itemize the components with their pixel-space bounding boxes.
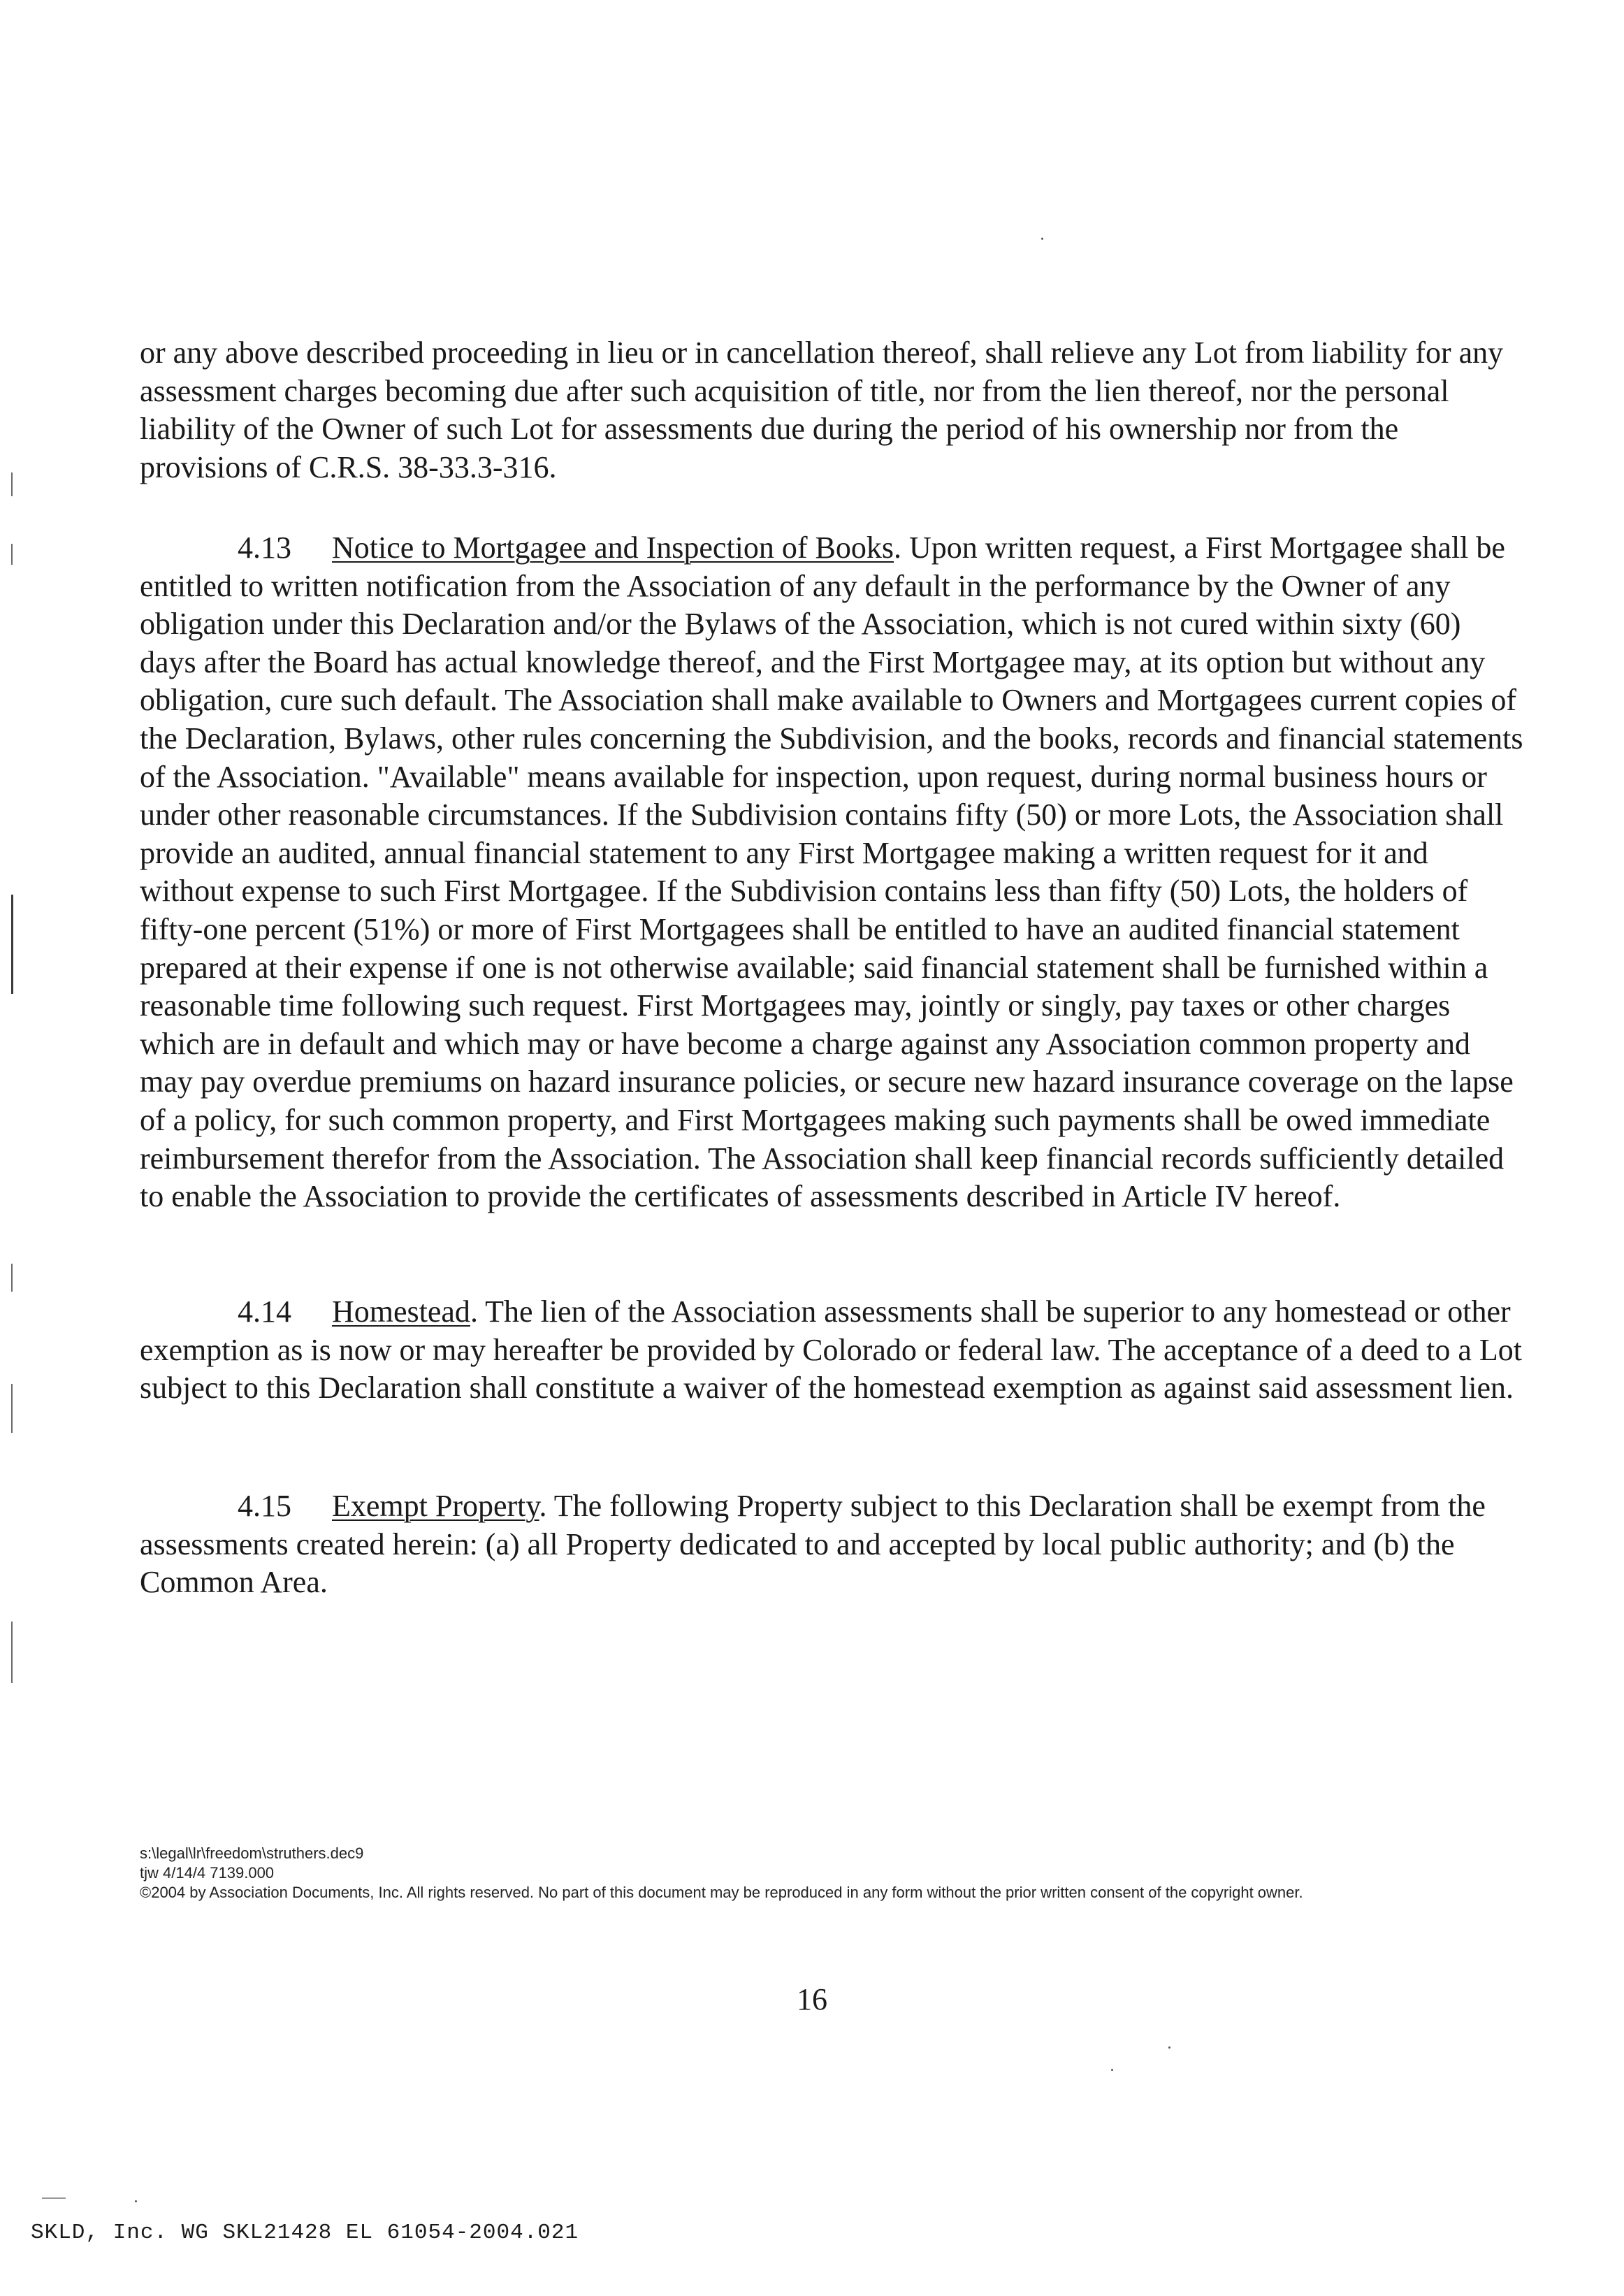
section-title-period: . [894, 530, 910, 565]
scan-speck [1168, 2046, 1170, 2049]
margin-change-bar [42, 2197, 66, 2199]
margin-change-bar [11, 1264, 13, 1292]
section-number: 4.13 [238, 530, 291, 565]
footer-reference: tjw 4/14/4 7139.000 [140, 1864, 275, 1882]
lead-paragraph: or any above described proceeding in lieu or in cancellation thereof, shall relieve any Lot from liability for any assessment charges becoming due after such acquisition of title, nor from the lien thereof, nor the personal liability of the Owner of such Lot for assessments due during the period of his ownership nor from the provisions of C.R.S. 38-33.3-316. [140, 335, 1504, 484]
scan-speck [1111, 2069, 1113, 2071]
section-4-14 [140, 1293, 1523, 1408]
section-number: 4.15 [238, 1489, 291, 1523]
scan-speck [135, 2200, 137, 2202]
section-number: 4.14 [238, 1294, 291, 1329]
margin-change-bar [11, 544, 13, 565]
section-4-13 [140, 529, 1523, 1216]
section-title: Exempt Property [332, 1489, 539, 1523]
section-4-15 [140, 1487, 1523, 1602]
page-number: 16 [797, 1982, 827, 2016]
section-body: Upon written request, a First Mortgagee shall be entitled to written notification from the Association of any default in the performance by the Owner of any obligation under this Declaration and/or the Bylaws of the Association, which is not cured within sixty (60) days after the Board has actual knowledge thereof, and the First Mortgagee may, at its option but without any obligation, cure such default. The Association shall make available to Owners and Mortgagees current copies of the Declaration, Bylaws, other rules concerning the Subdivision, and the books, records and financial statements of the Association. "Available" means available for inspection, upon request, during normal business hours or under other reasonable circumstances. If the Subdivision contains fifty (50) or more Lots, the Association shall provide an audited, annual financial statement to any First Mortgagee making a written request for it and without expense to such First Mortgagee. If the Subdivision contains less than fifty (50) Lots, the holders of fifty-one percent (51%) or more of First Mortgagees shall be entitled to have an audited financial statement prepared at their expense if one is not otherwise available; said financial statement shall be furnished within a reasonable time following such request. First Mortgagees may, jointly or singly, pay taxes or other charges which are in default and which may or have become a charge against any Association common property and may pay overdue premiums on hazard insurance policies, or secure new hazard insurance coverage on the lapse of a policy, for such common property, and First Mortgagees making such payments shall be owed immediate reimbursement therefor from the Association. The Association shall keep financial records sufficiently detailed to enable the Association to provide the certificates of assessments described in Article IV hereof. [140, 530, 1523, 1214]
margin-change-bar [11, 1622, 13, 1683]
scan-speck [1041, 238, 1043, 240]
margin-change-bar [11, 895, 13, 994]
footer-file-path: s:\legal\lr\freedom\struthers.dec9 [140, 1844, 364, 1862]
section-title-period: . [470, 1294, 486, 1329]
recording-stamp: SKLD, Inc. WG SKL21428 EL 61054-2004.021 [31, 2221, 579, 2245]
section-title: Notice to Mortgagee and Inspection of Books [332, 530, 894, 565]
section-title: Homestead [332, 1294, 470, 1329]
margin-change-bar [11, 472, 13, 496]
section-body: The following Property subject to this Declaration shall be exempt from the assessments created herein: (a) all Property dedicated to and accepted by local public authority; and (b) the Common Area. [140, 1489, 1486, 1600]
footer-copyright: ©2004 by Association Documents, Inc. All rights reserved. No part of this document may be reproduced in any form without the prior written consent of the copyright owner. [140, 1884, 1303, 1901]
section-title-period: . [539, 1489, 554, 1523]
margin-change-bar [11, 1384, 13, 1433]
section-body: The lien of the Association assessments shall be superior to any homestead or other exemption as is now or may hereafter be provided by Colorado or federal law. The acceptance of a deed to a Lot subject to this Declaration shall constitute a waiver of the homestead exemption as against said assessment lien. [140, 1294, 1522, 1406]
